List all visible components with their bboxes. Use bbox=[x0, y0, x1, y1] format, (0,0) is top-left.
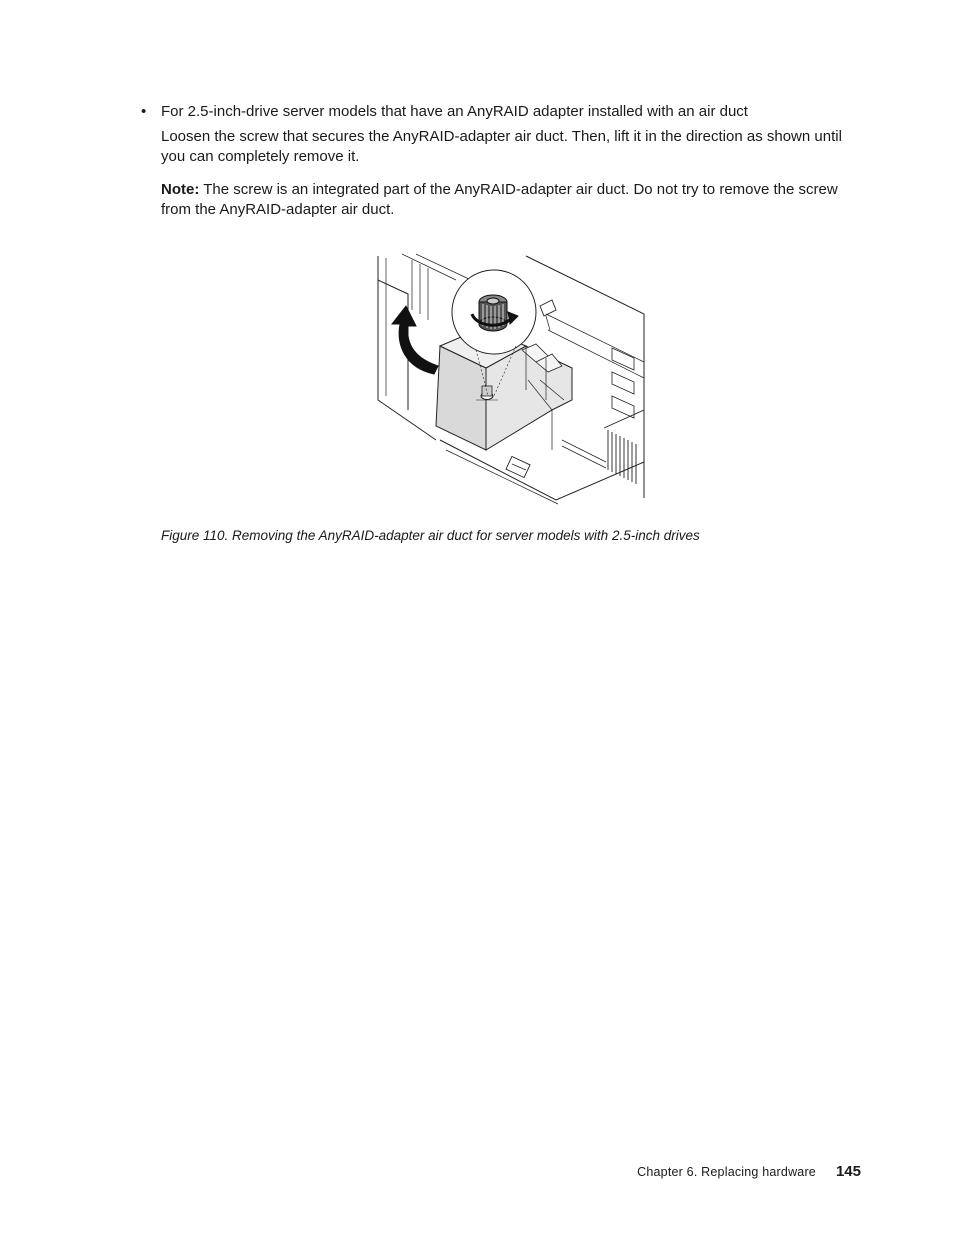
bullet-symbol: • bbox=[141, 103, 147, 120]
air-duct-removal-illustration bbox=[376, 250, 648, 506]
note-label: Note: bbox=[161, 181, 200, 198]
bullet-text: For 2.5-inch-drive server models that have an AnyRAID adapter installed with an air duct bbox=[161, 103, 748, 120]
note-paragraph bbox=[161, 180, 861, 219]
page-number: 145 bbox=[835, 1163, 861, 1180]
footer-chapter-title: Chapter 6. Replacing hardware bbox=[637, 1165, 816, 1179]
figure-caption: Figure 110. Removing the AnyRAID-adapter air duct for server models with 2.5-inch drives bbox=[161, 528, 700, 543]
instruction-paragraph: Loosen the screw that secures the AnyRAID-adapter air duct. Then, lift it in the direction as shown until you can completely remove it. bbox=[161, 128, 842, 165]
note-text: The screw is an integrated part of the AnyRAID-adapter air duct. Do not try to remove the screw from the AnyRAID-adapter air duct. bbox=[161, 181, 838, 218]
page-footer bbox=[637, 1163, 861, 1180]
